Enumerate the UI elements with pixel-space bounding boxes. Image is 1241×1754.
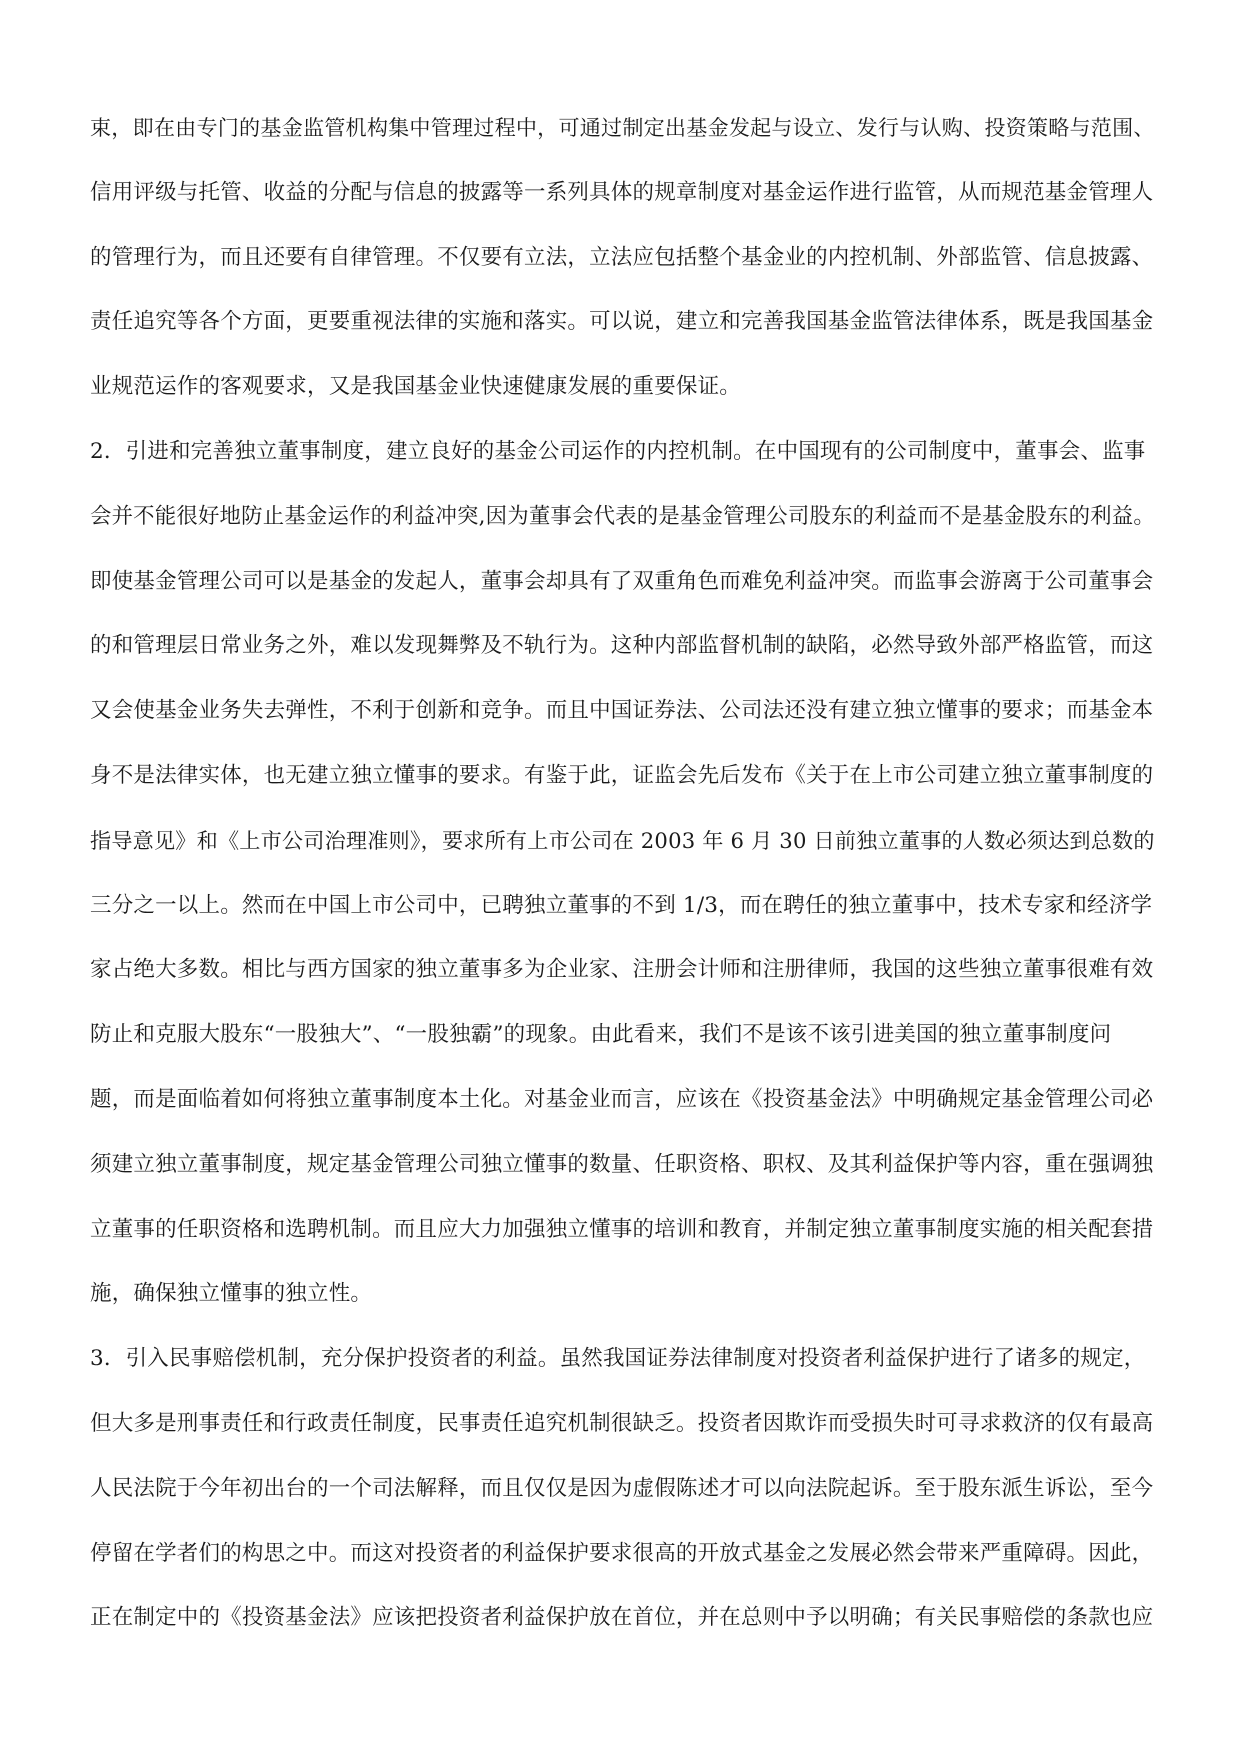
body-text — [90, 96, 1155, 1651]
text-line: 防止和克服大股东“一股独大”、“一股独霸”的现象。由此看来，我们不是该不该引进美国的独立董事制度问 — [90, 1022, 1112, 1048]
text-line: 信用评级与托管、收益的分配与信息的披露等一系列具体的规章制度对基金运作进行监管，从而规范基金管理人 — [90, 179, 1154, 205]
text-line: 三分之一以上。然而在中国上市公司中，已聘独立董事的不到 1/3，而在聘任的独立董事中，技术专家和经济学 — [90, 892, 1153, 918]
text-line: 但大多是刑事责任和行政责任制度，民事责任追究机制很缺乏。投资者因欺诈而受损失时可寻求救济的仅有最高 — [90, 1410, 1154, 1436]
text-line: 束，即在由专门的基金监管机构集中管理过程中，可通过制定出基金发起与设立、发行与认购、投资策略与范围、 — [90, 115, 1155, 140]
text-line: 须建立独立董事制度，规定基金管理公司独立懂事的数量、任职资格、职权、及其利益保护等内容，重在强调独 — [90, 1151, 1154, 1177]
text-line: 人民法院于今年初出台的一个司法解释，而且仅仅是因为虚假陈述才可以向法院起诉。至于股东派生诉讼，至今 — [90, 1475, 1154, 1501]
text-line: 责任追究等各个方面，更要重视法律的实施和落实。可以说，建立和完善我国基金监管法律体系，既是我国基金 — [90, 309, 1154, 335]
text-line: 的管理行为，而且还要有自律管理。不仅要有立法，立法应包括整个基金业的内控机制、外部监管、信息披露、 — [90, 244, 1154, 270]
text-line: 业规范运作的客观要求，又是我国基金业快速健康发展的重要保证。 — [90, 374, 742, 400]
text-line: 3．引入民事赔偿机制，充分保护投资者的利益。虽然我国证券法律制度对投资者利益保护进行了诸多的规定， — [90, 1346, 1146, 1372]
text-line: 题，而是面临着如何将独立董事制度本土化。对基金业而言，应该在《投资基金法》中明确规定基金管理公司必 — [90, 1086, 1154, 1112]
text-line: 即使基金管理公司可以是基金的发起人，董事会却具有了双重角色而难免利益冲突。而监事会游离于公司董事会 — [90, 568, 1154, 594]
text-line: 的和管理层日常业务之外，难以发现舞弊及不轨行为。这种内部监督机制的缺陷，必然导致外部严格监管，而这 — [90, 633, 1154, 659]
text-line: 施，确保独立懂事的独立性。 — [90, 1281, 373, 1307]
text-line: 指导意见》和《上市公司治理准则》，要求所有上市公司在 2003 年 6 月 30 日前独立董事的人数必须达到总数的 — [90, 827, 1155, 853]
text-line: 身不是法律实体，也无建立独立懂事的要求。有鉴于此，证监会先后发布《关于在上市公司建立独立董事制度的 — [90, 762, 1154, 788]
text-line: 停留在学者们的构思之中。而这对投资者的利益保护要求很高的开放式基金之发展必然会带来严重障碍。因此， — [90, 1540, 1154, 1566]
text-line: 正在制定中的《投资基金法》应该把投资者利益保护放在首位，并在总则中予以明确；有关民事赔偿的条款也应 — [90, 1605, 1154, 1631]
text-line: 又会使基金业务失去弹性，不利于创新和竞争。而且中国证券法、公司法还没有建立独立懂事的要求；而基金本 — [90, 698, 1154, 724]
text-line: 立董事的任职资格和选聘机制。而且应大力加强独立懂事的培训和教育，并制定独立董事制度实施的相关配套措 — [90, 1216, 1154, 1242]
text-line: 家占绝大多数。相比与西方国家的独立董事多为企业家、注册会计师和注册律师，我国的这些独立董事很难有效 — [90, 957, 1154, 983]
text-line: 会并不能很好地防止基金运作的利益冲突,因为董事会代表的是基金管理公司股东的利益而不是基金股东的利益。 — [90, 503, 1155, 529]
text-line: 2．引进和完善独立董事制度，建立良好的基金公司运作的内控机制。在中国现有的公司制度中，董事会、监事 — [90, 438, 1146, 464]
